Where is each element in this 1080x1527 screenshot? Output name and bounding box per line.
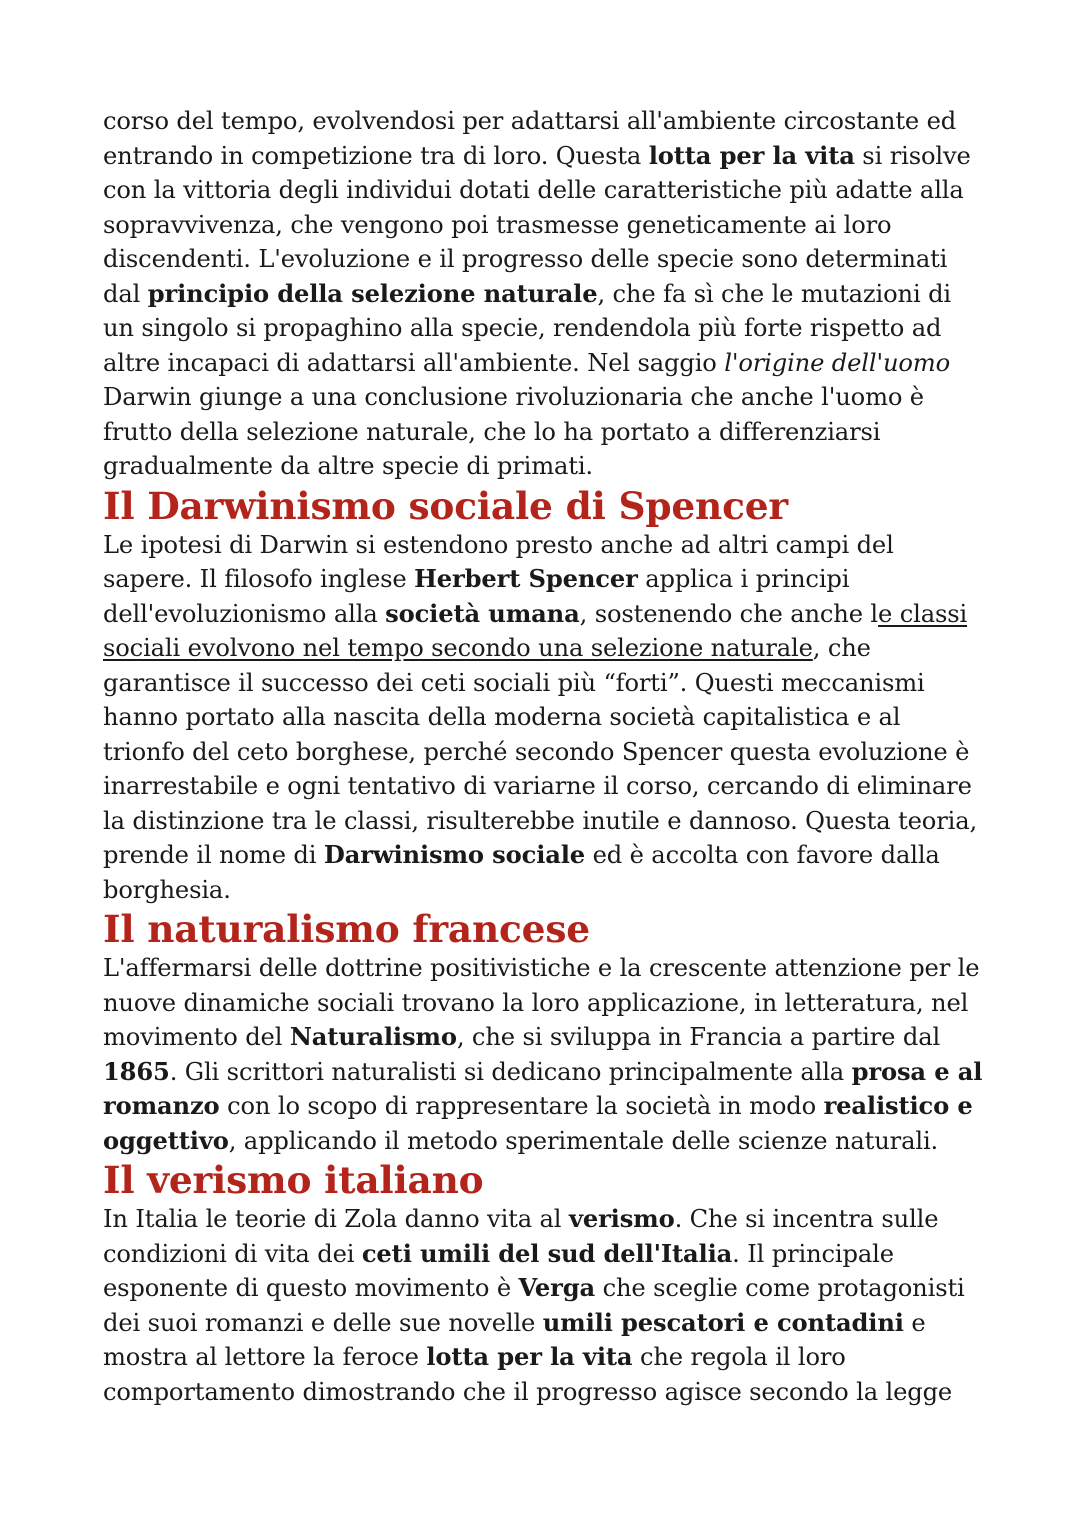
text-run: , che fa sì che le mutazioni di un singolo si propaghino alla specie, rendendola più forte rispetto ad altre incapaci di adattarsi all'ambiente. Nel saggio xyxy=(103,279,951,377)
heading-verismo-italiano: Il verismo italiano xyxy=(103,1158,484,1202)
paragraph-naturalismo xyxy=(103,951,983,1158)
text-run: che regola il loro comportamento dimostrando che il progresso agisce secondo la legge xyxy=(103,1343,953,1406)
bold-run: lotta per la vita xyxy=(648,140,855,170)
paragraph-verismo xyxy=(103,1202,983,1409)
text-run: che sceglie come protagonisti dei suoi romanzi e delle sue novelle xyxy=(103,1274,965,1337)
bold-run: lotta per la vita xyxy=(426,1342,633,1371)
text-run: In Italia le teorie di Zola danno vita al xyxy=(103,1205,569,1233)
heading-darwinismo-sociale: Il Darwinismo sociale di Spencer xyxy=(103,483,788,528)
text-run: , applicando il metodo sperimentale delle scienze naturali. xyxy=(228,1126,939,1155)
bold-run: Darwinismo sociale xyxy=(323,840,586,869)
bold-run: Naturalismo xyxy=(289,1022,457,1051)
text-run: corso del tempo, evolvendosi per adattarsi all'ambiente circostante ed entrando in competizione tra di loro. Questa xyxy=(103,107,957,170)
document-page xyxy=(103,104,983,1409)
text-run: . Il principale esponente di questo movimento è xyxy=(103,1239,894,1302)
heading-naturalismo-francese: Il naturalismo francese xyxy=(103,907,590,951)
text-run: . Che si incentra sulle condizioni di vita dei xyxy=(103,1205,939,1268)
text-run: Le ipotesi di Darwin si estendono presto anche ad altri campi del sapere. Il filosofo inglese xyxy=(103,530,894,593)
bold-run: ceti umili del sud dell'Italia xyxy=(361,1238,733,1268)
paragraph-spencer xyxy=(103,528,983,908)
bold-run: 1865 xyxy=(103,1056,170,1086)
bold-run: società umana xyxy=(385,598,580,628)
bold-run: principio della selezione naturale xyxy=(147,278,598,308)
text-run: Darwin giunge a una conclusione rivoluzionaria che anche l'uomo è frutto della selezione naturale, che lo ha portato a differenziarsi gradualmente da altre specie di primati. xyxy=(103,383,924,480)
text-run: . Gli scrittori naturalisti si dedicano principalmente alla xyxy=(169,1057,852,1086)
bold-run: umili pescatori e contadini xyxy=(542,1307,904,1337)
text-run: applica i principi dell'evoluzionismo alla xyxy=(103,565,850,628)
bold-run: verismo xyxy=(568,1204,675,1233)
text-run: ed è accolta con favore dalla borghesia. xyxy=(103,841,940,904)
italic-run: l'origine dell'uomo xyxy=(724,348,951,377)
text-run: , che si sviluppa in Francia a partire dal xyxy=(456,1023,941,1051)
bold-run: Herbert Spencer xyxy=(414,564,638,593)
text-run: L'affermarsi delle dottrine positivistiche e la crescente attenzione per le nuove dinamiche sociali trovano la loro applicazione, in letteratura, nel movimento del xyxy=(103,954,980,1051)
underlined-run: e classi sociali evolvono nel tempo secondo una selezione naturale xyxy=(103,599,968,662)
text-run: , che garantisce il successo dei ceti sociali più “forti”. Questi meccanismi hanno portato alla nascita della moderna società capitalistica e al trionfo del ceto borghese, perché secondo Spencer questa evoluzione è inarrestabile e ogni tentativo di variarne il corso, cercando di eliminare la distinzione tra le classi, risulterebbe inutile e dannoso. Questa teoria, prende il nome di xyxy=(103,634,978,869)
text-run: , sostenendo che anche l xyxy=(579,599,879,628)
text-run: con lo scopo di rappresentare la società in modo xyxy=(219,1092,824,1120)
text-run: si risolve con la vittoria degli individui dotati delle caratteristiche più adatte alla sopravvivenza, che vengono poi trasmesse geneticamente ai loro discendenti. L'evoluzione e il progresso delle specie sono determinati dal xyxy=(103,141,971,308)
text-run: e mostra al lettore la feroce xyxy=(103,1308,926,1371)
paragraph-darwin-evolution xyxy=(103,104,983,484)
bold-run: prosa e al romanzo xyxy=(103,1056,983,1120)
bold-run: Verga xyxy=(518,1273,596,1302)
bold-run: realistico e oggettivo xyxy=(103,1091,973,1155)
